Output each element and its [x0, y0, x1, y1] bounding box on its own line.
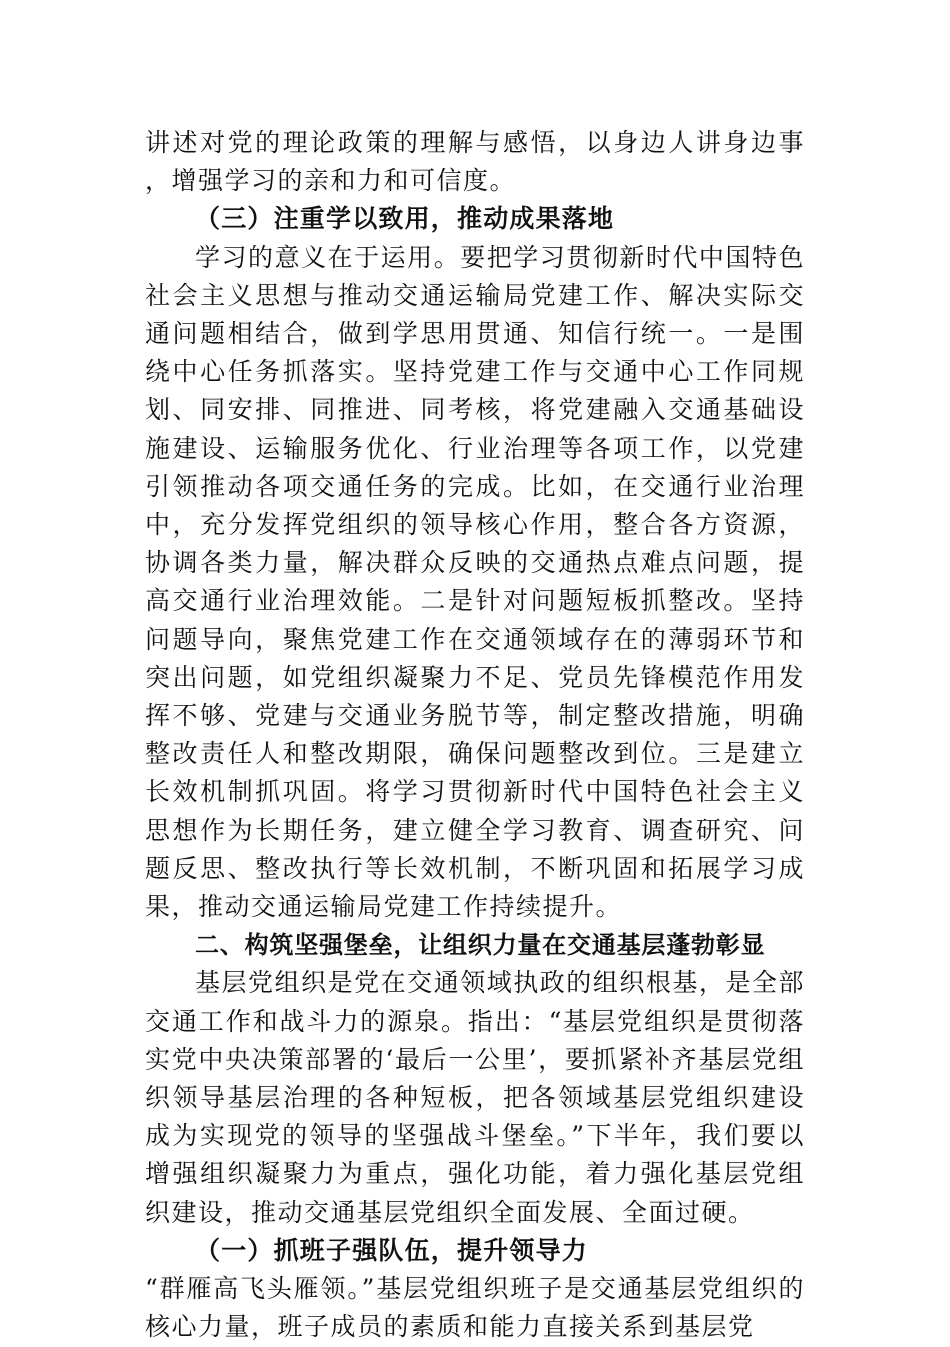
part-2-heading: 二、构筑坚强堡垒，让组织力量在交通基层蓬勃彰显 [195, 931, 766, 960]
section-1-heading: （一）抓班子强队伍，提升领导力 [195, 1235, 589, 1265]
document-body [145, 124, 805, 1347]
continued-paragraph: 讲述对党的理论政策的理解与感悟，以身边人讲身边事，增强学习的亲和力和可信度。 [145, 128, 805, 196]
section-3-heading: （三）注重学以致用，推动成果落地 [195, 204, 615, 234]
section-1-paragraph: “群雁高飞头雁领。”基层党组织班子是交通基层党组织的核心力量，班子成员的素质和能力直接关系到基层党 [145, 1274, 805, 1342]
part-2-paragraph: 基层党组织是党在交通领域执政的组织根基，是全部交通工作和战斗力的源泉。指出：“基层党组织是贯彻落实党中央决策部署的‘最后一公里’，要抓紧补齐基层党组织领导基层治理的各种短板，把各领域基层党组织建设成为实现党的领导的坚强战斗堡垒。”下半年，我们要以增强组织凝聚力为重点，强化功能，着力强化基层党组织建设，推动交通基层党组织全面发展、全面过硬。 [145, 968, 805, 1227]
section-3-paragraph: 学习的意义在于运用。要把学习贯彻新时代中国特色社会主义思想与推动交通运输局党建工作、解决实际交通问题相结合，做到学思用贯通、知信行统一。一是围绕中心任务抓落实。坚持党建工作与交通中心工作同规划、同安排、同推进、同考核，将党建融入交通基础设施建设、运输服务优化、行业治理等各项工作，以党建引领推动各项交通任务的完成。比如，在交通行业治理中，充分发挥党组织的领导核心作用，整合各方资源，协调各类力量，解决群众反映的交通热点难点问题，提高交通行业治理效能。二是针对问题短板抓整改。坚持问题导向，聚焦党建工作在交通领域存在的薄弱环节和突出问题，如党组织凝聚力不足、党员先锋模范作用发挥不够、党建与交通业务脱节等，制定整改措施，明确整改责任人和整改期限，确保问题整改到位。三是建立长效机制抓巩固。将学习贯彻新时代中国特色社会主义思想作为长期任务，建立健全学习教育、调查研究、问题反思、整改执行等长效机制，不断巩固和拓展学习成果，推动交通运输局党建工作持续提升。 [145, 242, 805, 922]
